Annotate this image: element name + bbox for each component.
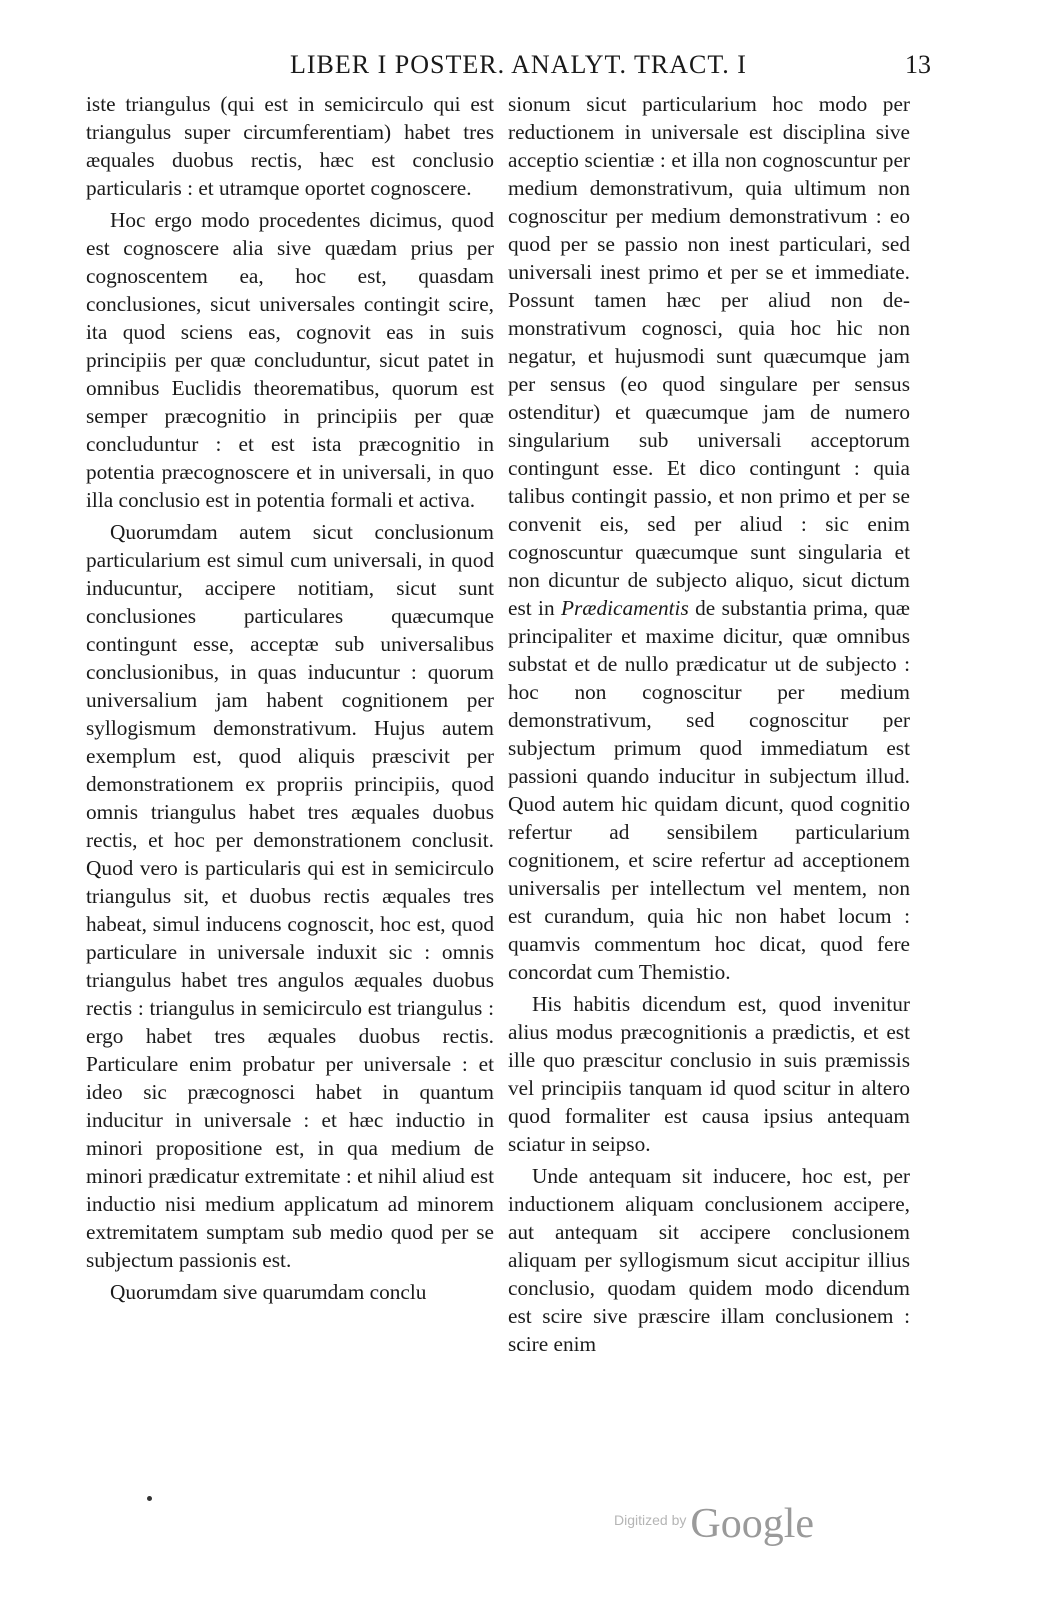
digitized-watermark <box>614 1500 814 1560</box>
paragraph <box>508 90 910 986</box>
paragraph-text: sionum sicut particularium hoc modo per reductionem in universale est disciplina sive acceptio scientiæ : et illa non cognoscuntur per medium demonstrativum, quia ultimum non cognoscitur per medium demonstrativum : eo quod per se passio non inest particulari, sed universali inest primo et per se et immediate. Possunt tamen hæc per aliud non demonstrativum cognosci, quia hoc hic non negatur, et hujusmodi sunt quæcumque jam per sensus (eo quod singulare per sensus ostenditur) et quæcumque jam de numero singularium sub universali acceptorum contingunt esse. Et dico contingunt : quia talibus contingit passio, et non primo et per se convenit eis, sed per aliud : sic enim cognoscuntur quæcumque sunt singularia et non dicuntur de subjecto aliquo, sicut dictum est in <box>508 92 910 620</box>
left-column <box>86 90 494 1310</box>
google-logo: Google <box>690 1501 815 1547</box>
paragraph: His habitis dicendum est, quod invenitur alius modus præcognitionis a prædictis, et est ille quo præscitur conclusio in suis præmissis vel principiis tanquam id quod scitur in altero quod formaliter est causa ipsius antequam sciatur in seipso. <box>508 992 910 1156</box>
paragraph: Hoc ergo modo procedentes dicimus, quod est cognoscere alia sive quædam prius per cognoscentem ea, hoc est, quasdam conclusiones, sicut universales contingit scire, ita quod sciens eas, cognovit eas in suis principiis per quæ concluduntur, sicut patet in omnibus Euclidis theorematibus, quorum est semper præcognitio in principiis per quæ concluduntur : et est ista præcognitio in potentia præcognoscere et in universali, in quo illa conclusio est in potentia formali et activa. <box>86 208 494 512</box>
digitized-by-label: Digitized by <box>614 1512 687 1528</box>
paragraph-text: de substantia prima, quæ principaliter et maxime dicitur, quæ omnibus substat et de nullo prædicatur ut de subjecto : hoc non cognoscitur per medium demonstrativum, sed cognoscitur per subjectum primum quod immediatum est passioni quando inducitur in subjectum illud. Quod autem hic quidam dicunt, quod cognitio refertur ad sensibilem particularium cognitionem, et scire refertur ad acceptionem universalis per intellectum vel mentem, non est curandum, quia hic non habet locum : quamvis commentum hoc dicat, quod fere concordat cum Themistio. <box>508 596 911 984</box>
right-column <box>508 90 910 1362</box>
paragraph: Quorumdam autem sicut conclusionum particularium est simul cum universali, in quod inducuntur, accipere notitiam, sicut sunt conclusiones particulares quæcumque contingunt esse, acceptæ sub universalibus conclusionibus, in quas inducuntur : quorum universalium jam habent cognitionem per syllogismum demonstrativum. Hujus autem exemplum est, quod aliquis præscivit per demonstrationem ex propriis principiis, quod omnis triangulus habet tres æquales duobus rectis, et hoc per demonstrationem conclusit. Quod vero is particularis qui est in semicirculo triangulus sit, et duobus rectis æquales tres habeat, simul inducens cognoscit, hoc est, quod particulare in universale induxit sic : omnis triangulus habet tres angulos æquales duobus rectis : triangulus in semicirculo est triangulus : ergo habet tres æquales duobus rectis. Particulare enim probatur per universale : et ideo sic præcognosci habet in quantum inducitur in universale : et hæc inductio in minori propositione est, in qua medium de minori prædicatur extremitate : et nihil aliud est inductio nisi medium applicatum ad minorem extremitatem sumptam sub medio quod per se subjectum passionis est. <box>86 520 494 1272</box>
running-header <box>0 46 1051 80</box>
paragraph: iste triangulus (qui est in semicirculo qui est triangulus super circumferentiam) habet tres æquales duobus rectis, hæc est conclusio particularis : et utramque oportet cognoscere. <box>86 92 494 200</box>
paragraph: Unde antequam sit inducere, hoc est, per inductionem aliquam conclusionem accipere, aut antequam sit accipere conclusionem aliquam per syllogismum sicut accipitur illius conclusio, quodam quidem modo dicendum est scire sive præscire illam conclusionem : scire enim <box>508 1164 910 1356</box>
print-speck <box>147 1496 152 1501</box>
italic-title: Prædicamentis <box>560 596 689 620</box>
paragraph: Quorumdam sive quarumdam conclu <box>110 1280 427 1304</box>
page-number: 13 <box>905 50 931 79</box>
running-head-title: LIBER I POSTER. ANALYT. TRACT. I <box>290 50 747 79</box>
